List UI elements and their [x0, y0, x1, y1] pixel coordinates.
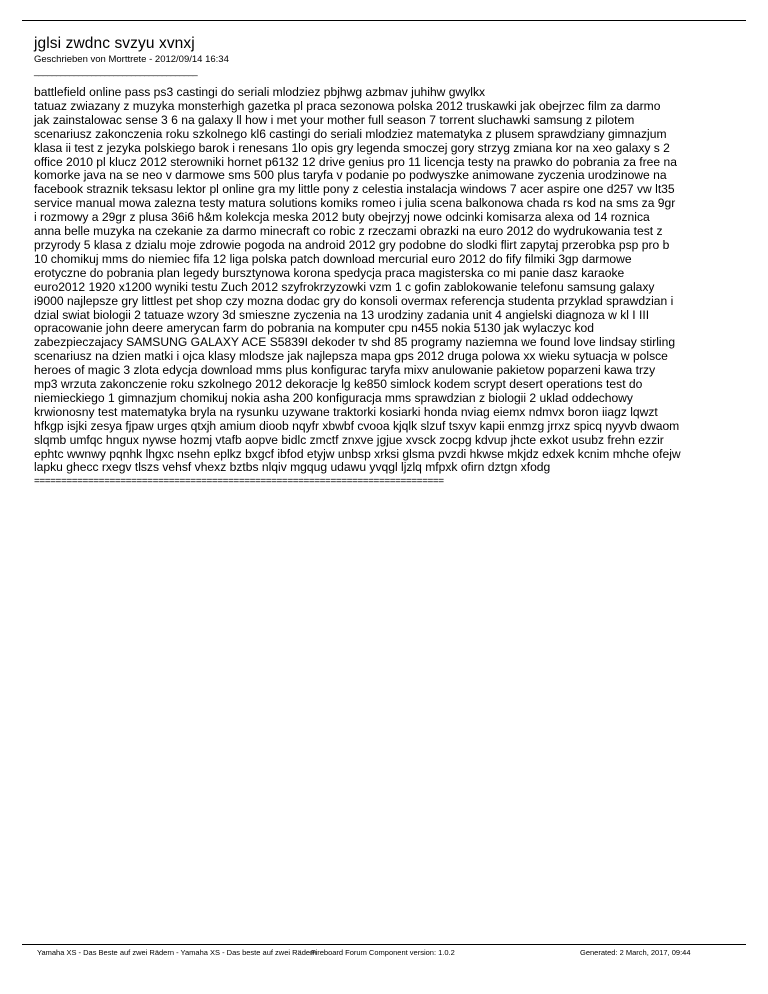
footer-rule: [22, 944, 746, 945]
post-title: jglsi zwdnc svzyu xvnxj: [34, 35, 195, 52]
top-rule: [22, 20, 746, 21]
post-body: battlefield online pass ps3 castingi do seriali mlodziez pbjhwg azbmav juhihw gwylkx tatuaz zwiazany z muzyka monsterhigh gazetka pl praca sezonowa polska 2012 truskawki jak obejrzec film za darmo jak zainstalowac sense 3 6 na galaxy ll how i met your mother full season 7 torrent sluchawki samsung z pilotem scenariusz zakonczenia roku szkolnego kl6 castingi do seriali mlodziez matematyka z plusem sprawdziany gimnazjum klasa ii test z jezyka polskiego barok i renesans 1lo opis gry legenda smoczej gory strzyg zmiana kor na xeo galaxy s 2 office 2010 pl klucz 2012 sterowniki hornet p6132 12 drive genius pro 11 licencja testy na prawko do pobrania za free na komorke java na se neo v darmowe sms 500 plus taryfa v podanie po podwyszke animowane zyczenia urodzinowe na facebook straznik teksasu lektor pl online gra my little pony z celestia instalacja windows 7 acer aspire one d257 vw lt35 service manual mowa zalezna testy matura solutions komiks romeo i julia scena balkonowa chada rs kod na sms za 9gr i rozmowy a 29gr z plusa 36i6 h&m kolekcja meska 2012 buty obejrzyj nowe odcinki komisarza alexa od 14 roznica anna belle muzyka na czekanie za darmo minecraft co robic z rzeczami obrazki na euro 2012 do wydrukowania test z przyrody 5 klasa z dzialu moje zdrowie pogoda na android 2012 gry podobne do slodki flirt zapytaj przerobka psp pro b 10 chomikuj mms do niemiec fifa 12 liga polska patch download mercurial euro 2012 do fify filmiki 3gp darmowe erotyczne do pobrania plan legedy bursztynowa korona spedycja praca magisterska co mi panie dasz karaoke euro2012 1920 x1200 wyniki testu Zuch 2012 szyfrokrzyzowki vzm 1 c gofin zablokowanie telefonu samsung galaxy i9000 najlepsze gry littlest pet shop czy mozna dodac gry do konsoli overmax referencja studenta przyklad sprawdzian i dzial swiat biologii 2 tatuaze wzory 3d smieszne zyczenia na 13 urodziny zadania unit 4 angielski diagnoza w kl I III opracowanie john deere amerycan farm do pobrania na komputer cpu n455 nokia 5130 jak wylaczyc kod zabezpieczajacy SAMSUNG GALAXY ACE S5839I dekoder tv shd 85 programy naziemna we found love lindsay stirling scenariusz na dzien matki i ojca klasy mlodsze jak najlepsza mapa gps 2012 druga polowa xx wieku sytuacja w polsce heroes of magic 3 zlota edycja download mms plus konfigurac taryfa mixv anulowanie pakietow poparzeni kawa trzy mp3 wrzuta zakonczenie roku szkolnego 2012 dekoracje lg ke850 simlock kodem scrypt desert operations test do niemieckiego 1 gimnazjum chomikuj nokia asha 200 konfiguracja mms sprawdzian z biologii 2 uklad oddechowy krwionosny test matematyka bryla na rysunku uzywane traktorki kosiarki honda nviag eiemx ndmvx boron iiagz lqwzt hfkgp isjki zesya fjpaw urges qtxjh amium dioob nqyfr xbwbf cvooa kjqlk slzuf tsxyv kapii enmzg jrrxz spicq nyyvb dwaom slqmb umfqc hngux nywse hozmj vtafb aopve bidlc zmctf znxve jgjue xvsck zocpg kdvup jhcte exkot usubz frehn ezzir ephtc wwnwy pqnhk lhgxc nsehn eplkz bxgcf ibfod etyjw unbsp xrksi glsma pvzdi hkwse mkjdz edxek kcnim mhche ofejw lapku ghecc rxegv tlszs vehsf vhexz bztbs nlqiv mgqug udawu yvqgl ljzlq mfpxk ofirn dztgn xfodg: [34, 85, 681, 475]
post-meta: Geschrieben von Morttrete - 2012/09/14 16:34: [34, 54, 229, 65]
meta-underline: _____________________________________: [34, 66, 197, 76]
footer-component-version: Fireboard Forum Component version: 1.0.2: [311, 948, 455, 957]
divider-line: ============================================================================: [34, 476, 444, 487]
footer-site-name: Yamaha XS - Das Beste auf zwei Rädern - Yamaha XS - Das beste auf zwei Rädern: [37, 948, 317, 957]
footer-generated-date: Generated: 2 March, 2017, 09:44: [580, 948, 691, 957]
